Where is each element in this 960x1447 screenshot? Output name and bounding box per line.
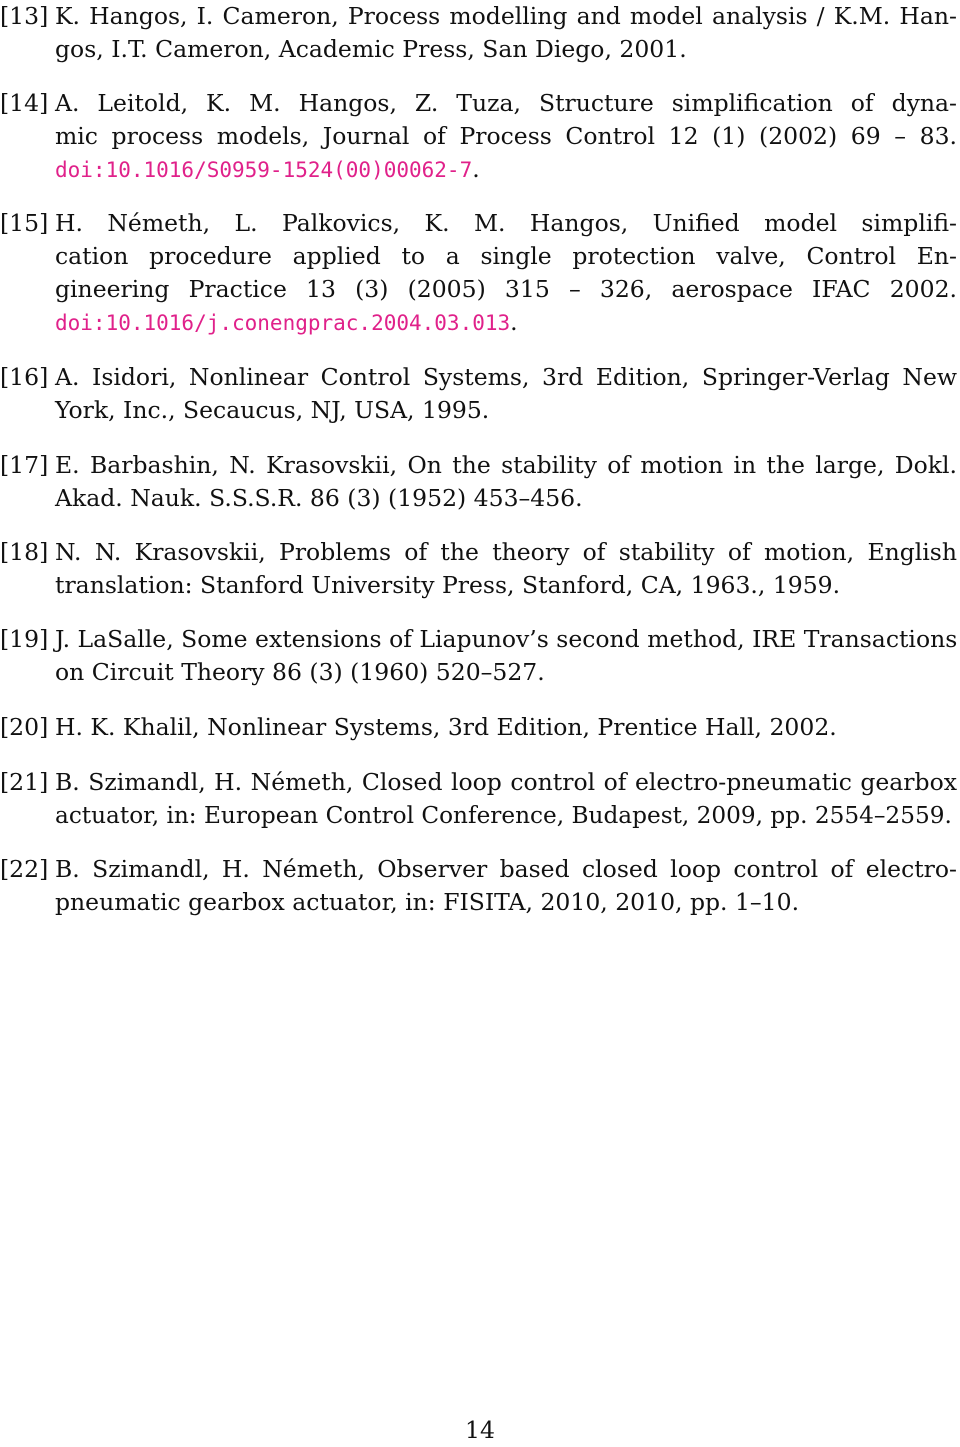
reference-line: N. N. Krasovskii, Problems of the theory of stability of motion, English	[55, 538, 957, 566]
reference-text	[55, 449, 957, 515]
reference-text	[55, 361, 957, 427]
reference-text	[55, 0, 957, 66]
doi-suffix: .	[510, 308, 518, 336]
reference-line: gos, I.T. Cameron, Academic Press, San Diego, 2001.	[55, 35, 687, 63]
reference-line: H. Németh, L. Palkovics, K. M. Hangos, Unified model simplifi-	[55, 209, 957, 237]
reference-number: [13]	[0, 2, 49, 30]
reference-line: B. Szimandl, H. Németh, Observer based closed loop control of electro-	[55, 855, 957, 883]
reference-line: gineering Practice 13 (3) (2005) 315 – 326, aerospace IFAC 2002.	[55, 275, 957, 303]
reference-number: [14]	[0, 89, 49, 117]
reference-number: [17]	[0, 451, 49, 479]
reference-line: A. Isidori, Nonlinear Control Systems, 3rd Edition, Springer-Verlag New	[55, 363, 957, 391]
reference-text	[55, 536, 957, 602]
reference-text	[55, 87, 957, 186]
reference-doi-line	[55, 153, 957, 186]
reference-number: [20]	[0, 713, 49, 741]
reference-text	[55, 623, 957, 689]
reference-line: A. Leitold, K. M. Hangos, Z. Tuza, Structure simplification of dyna-	[55, 89, 957, 117]
reference-number: [16]	[0, 363, 49, 391]
reference-line: pneumatic gearbox actuator, in: FISITA, 2010, 2010, pp. 1–10.	[55, 888, 800, 916]
reference-number: [22]	[0, 855, 49, 883]
reference-line: K. Hangos, I. Cameron, Process modelling and model analysis / K.M. Han-	[55, 2, 957, 30]
reference-line: translation: Stanford University Press, Stanford, CA, 1963., 1959.	[55, 571, 841, 599]
page-number: 14	[465, 1416, 495, 1444]
doi-link[interactable]: doi:10.1016/j.conengprac.2004.03.013	[55, 311, 511, 335]
reference-line: J. LaSalle, Some extensions of Liapunov’s second method, IRE Transactions	[55, 625, 958, 653]
reference-line: on Circuit Theory 86 (3) (1960) 520–527.	[55, 658, 545, 686]
reference-line: Akad. Nauk. S.S.S.R. 86 (3) (1952) 453–456.	[55, 484, 583, 512]
reference-line: mic process models, Journal of Process Control 12 (1) (2002) 69 – 83.	[55, 122, 957, 150]
reference-number: [15]	[0, 209, 49, 237]
doi-link[interactable]: doi:10.1016/S0959-1524(00)00062-7	[55, 158, 473, 182]
reference-number: [21]	[0, 768, 49, 796]
reference-text	[55, 853, 957, 919]
doi-suffix: .	[472, 155, 480, 183]
reference-text	[55, 711, 957, 744]
reference-line: actuator, in: European Control Conference, Budapest, 2009, pp. 2554–2559.	[55, 802, 952, 829]
reference-doi-line	[55, 306, 957, 339]
reference-text	[55, 766, 957, 832]
reference-line: B. Szimandl, H. Németh, Closed loop control of electro-pneumatic gearbox	[55, 768, 957, 796]
reference-line: cation procedure applied to a single protection valve, Control En-	[55, 242, 957, 270]
reference-number: [18]	[0, 538, 49, 566]
reference-line: E. Barbashin, N. Krasovskii, On the stability of motion in the large, Dokl.	[55, 451, 957, 479]
reference-line: York, Inc., Secaucus, NJ, USA, 1995.	[55, 396, 490, 424]
reference-text	[55, 207, 957, 339]
reference-number: [19]	[0, 625, 49, 653]
reference-line: H. K. Khalil, Nonlinear Systems, 3rd Edition, Prentice Hall, 2002.	[55, 713, 837, 741]
